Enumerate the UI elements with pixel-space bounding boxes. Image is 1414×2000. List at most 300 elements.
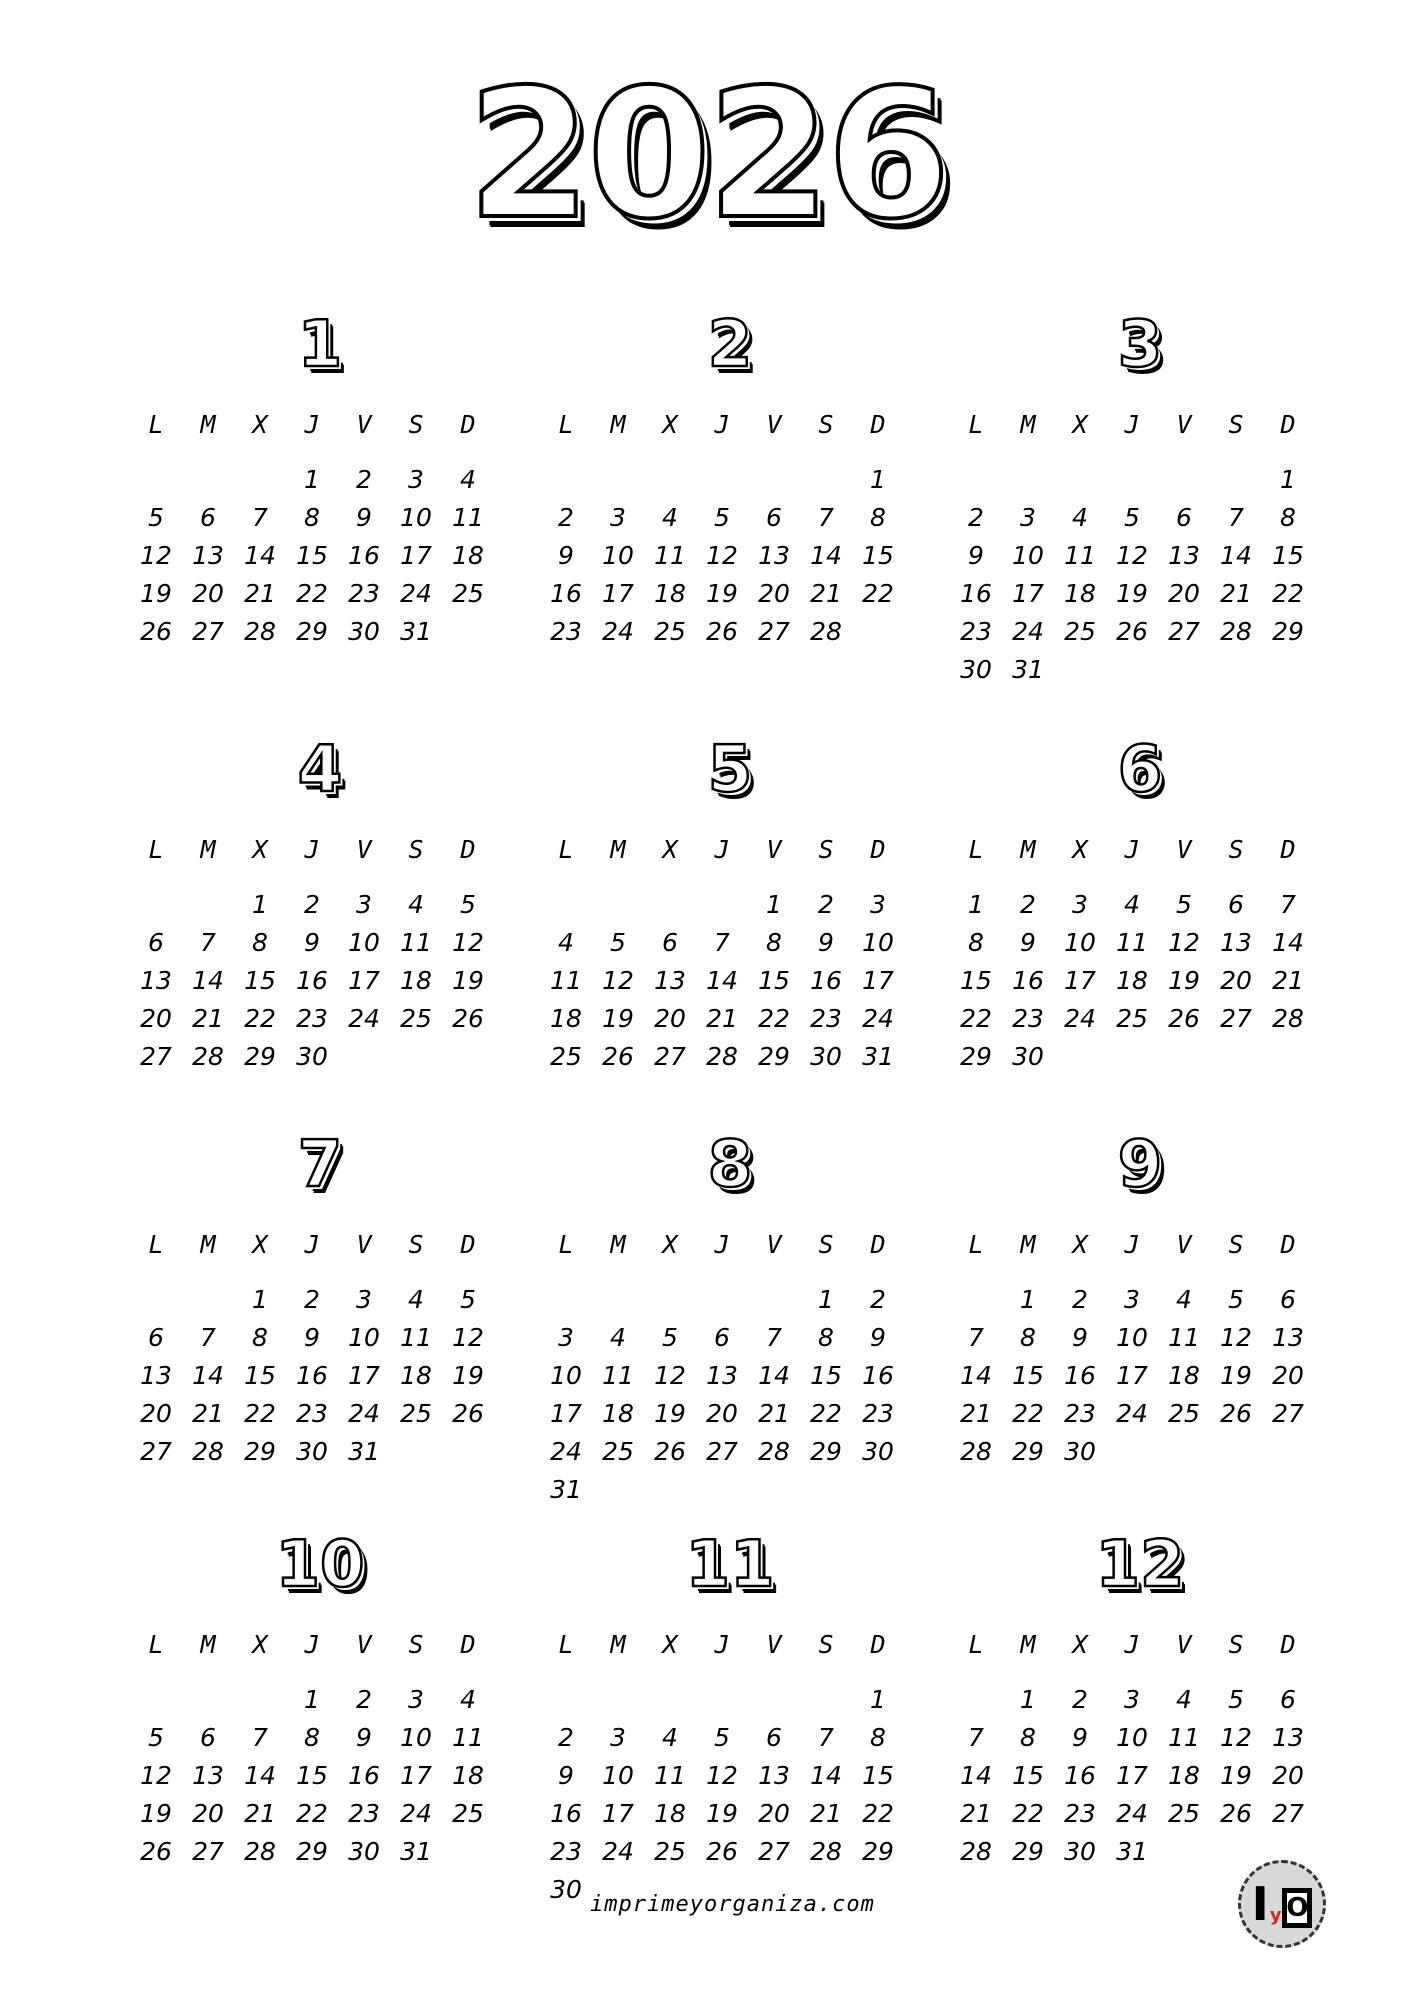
day-cell: 13 — [192, 541, 224, 570]
day-cell: 3 — [356, 890, 372, 919]
day-cell: 3 — [356, 1285, 372, 1314]
day-cell: 5 — [662, 1323, 678, 1352]
day-cell: 2 — [356, 465, 372, 494]
day-cell: 22 — [1012, 1799, 1044, 1828]
day-cell: 25 — [1168, 1799, 1200, 1828]
day-cell: 27 — [1168, 617, 1200, 646]
day-cell: 21 — [244, 579, 276, 608]
day-cell: 12 — [140, 541, 172, 570]
day-cell: 28 — [192, 1437, 224, 1466]
weekday-label: V — [766, 835, 782, 864]
day-cell: 27 — [654, 1042, 686, 1071]
day-cell: 25 — [1064, 617, 1096, 646]
day-cell: 6 — [200, 1723, 216, 1752]
day-cell: 27 — [758, 1837, 790, 1866]
weekday-label: V — [356, 1630, 372, 1659]
month-number-text: 9 — [1117, 1128, 1163, 1202]
day-cell: 24 — [348, 1004, 380, 1033]
day-cell: 6 — [1280, 1685, 1296, 1714]
day-cell: 9 — [304, 1323, 320, 1352]
day-cell: 8 — [968, 928, 984, 957]
day-cell: 28 — [1220, 617, 1252, 646]
month-number — [950, 1520, 1330, 1610]
day-cell: 14 — [960, 1761, 992, 1790]
day-cell: 6 — [766, 1723, 782, 1752]
month-number-text: 12 — [1095, 1528, 1185, 1602]
day-cell: 23 — [296, 1004, 328, 1033]
empty-day-cell — [1158, 655, 1210, 693]
week-row — [130, 1323, 510, 1361]
month-number — [950, 1120, 1330, 1210]
empty-day-cell — [1054, 655, 1106, 693]
day-cell: 30 — [1012, 1042, 1044, 1071]
month-number-text: 4 — [297, 733, 343, 807]
weekday-label: J — [1124, 410, 1140, 439]
weekday-label: S — [1228, 835, 1244, 864]
day-cell: 28 — [244, 1837, 276, 1866]
day-cell: 4 — [662, 1723, 678, 1752]
weekday-label: M — [1020, 1230, 1036, 1259]
day-cell: 29 — [960, 1042, 992, 1071]
day-cell: 28 — [706, 1042, 738, 1071]
day-cell: 8 — [1020, 1323, 1036, 1352]
weekday-label: J — [714, 1230, 730, 1259]
day-cell: 25 — [400, 1399, 432, 1428]
day-cell: 26 — [1116, 617, 1148, 646]
week-row — [540, 1761, 920, 1799]
week-row — [950, 503, 1330, 541]
day-cell: 16 — [1064, 1361, 1096, 1390]
day-cell: 20 — [706, 1399, 738, 1428]
weekday-label: L — [968, 835, 984, 864]
day-cell: 16 — [550, 579, 582, 608]
week-row — [540, 503, 920, 541]
weekday-label: D — [1280, 1630, 1296, 1659]
weekday-label: M — [610, 1630, 626, 1659]
day-cell: 16 — [862, 1361, 894, 1390]
week-row — [130, 1437, 510, 1475]
day-cell: 18 — [400, 1361, 432, 1390]
weekday-header — [540, 835, 920, 864]
day-cell: 25 — [1168, 1399, 1200, 1428]
day-cell: 17 — [550, 1399, 582, 1428]
week-row — [540, 928, 920, 966]
day-cell: 30 — [1064, 1437, 1096, 1466]
day-cell: 14 — [192, 966, 224, 995]
week-row — [540, 890, 920, 928]
day-cell: 20 — [1220, 966, 1252, 995]
day-cell: 23 — [960, 617, 992, 646]
brand-logo — [1238, 1860, 1326, 1948]
day-cell: 4 — [1176, 1685, 1192, 1714]
day-cell: 21 — [960, 1799, 992, 1828]
week-row — [950, 1323, 1330, 1361]
day-cell: 3 — [870, 890, 886, 919]
empty-day-cell — [592, 890, 644, 928]
empty-day-cell — [592, 1285, 644, 1323]
day-cell: 6 — [1228, 890, 1244, 919]
day-cell: 17 — [1012, 579, 1044, 608]
day-cell: 25 — [452, 579, 484, 608]
weekday-label: M — [200, 835, 216, 864]
day-cell: 21 — [192, 1399, 224, 1428]
day-cell: 23 — [810, 1004, 842, 1033]
day-cell: 9 — [558, 541, 574, 570]
empty-day-cell — [338, 1042, 390, 1080]
week-row — [950, 966, 1330, 1004]
day-cell: 14 — [706, 966, 738, 995]
weekday-header — [540, 1630, 920, 1659]
day-cell: 30 — [296, 1042, 328, 1071]
empty-day-cell — [592, 465, 644, 503]
weekday-label: S — [1228, 1630, 1244, 1659]
day-cell: 5 — [1176, 890, 1192, 919]
weekday-label: D — [870, 410, 886, 439]
weekday-label: J — [714, 835, 730, 864]
weekday-header — [130, 1630, 510, 1659]
day-cell: 2 — [558, 1723, 574, 1752]
day-cell: 22 — [758, 1004, 790, 1033]
weekday-label: D — [460, 835, 476, 864]
day-cell: 10 — [550, 1361, 582, 1390]
empty-day-cell — [644, 890, 696, 928]
day-cell: 14 — [1272, 928, 1304, 957]
day-cell: 15 — [296, 1761, 328, 1790]
day-cell: 31 — [400, 1837, 432, 1866]
day-cell: 30 — [296, 1437, 328, 1466]
week-row — [540, 1042, 920, 1080]
weekday-label: V — [766, 1230, 782, 1259]
week-row — [130, 1399, 510, 1437]
day-cell: 22 — [810, 1399, 842, 1428]
day-cell: 2 — [870, 1285, 886, 1314]
day-cell: 16 — [296, 966, 328, 995]
week-row — [950, 890, 1330, 928]
day-cell: 10 — [862, 928, 894, 957]
day-cell: 22 — [244, 1004, 276, 1033]
day-cell: 24 — [400, 579, 432, 608]
weekday-label: X — [662, 1630, 678, 1659]
day-cell: 1 — [252, 1285, 268, 1314]
day-cell: 9 — [818, 928, 834, 957]
day-cell: 20 — [1272, 1761, 1304, 1790]
weekday-label: V — [356, 410, 372, 439]
day-cell: 11 — [1064, 541, 1096, 570]
day-cell: 13 — [654, 966, 686, 995]
day-cell: 29 — [244, 1437, 276, 1466]
day-cell: 27 — [1272, 1799, 1304, 1828]
brand-logo-mark — [1251, 1877, 1312, 1931]
day-cell: 21 — [758, 1399, 790, 1428]
day-cell: 6 — [1280, 1285, 1296, 1314]
day-cell: 23 — [550, 617, 582, 646]
day-cell: 29 — [758, 1042, 790, 1071]
day-cell: 14 — [244, 1761, 276, 1790]
day-cell: 14 — [1220, 541, 1252, 570]
empty-day-cell — [1106, 655, 1158, 693]
day-cell: 4 — [408, 1285, 424, 1314]
day-cell: 14 — [758, 1361, 790, 1390]
week-row — [950, 928, 1330, 966]
empty-day-cell — [182, 1685, 234, 1723]
day-cell: 16 — [296, 1361, 328, 1390]
day-cell: 24 — [1116, 1399, 1148, 1428]
day-cell: 19 — [1220, 1361, 1252, 1390]
weekday-label: V — [1176, 835, 1192, 864]
weekday-label: X — [252, 1230, 268, 1259]
empty-day-cell — [1106, 1042, 1158, 1080]
day-cell: 29 — [1272, 617, 1304, 646]
weekday-label: S — [818, 1630, 834, 1659]
empty-day-cell — [442, 1837, 494, 1875]
empty-day-cell — [696, 890, 748, 928]
day-cell: 24 — [602, 1837, 634, 1866]
day-cell: 27 — [140, 1437, 172, 1466]
weekday-label: D — [1280, 835, 1296, 864]
day-cell: 31 — [348, 1437, 380, 1466]
weekday-label: M — [200, 1630, 216, 1659]
week-row — [130, 1837, 510, 1875]
day-cell: 1 — [766, 890, 782, 919]
day-cell: 7 — [1228, 503, 1244, 532]
weekday-label: L — [558, 1230, 574, 1259]
day-cell: 19 — [706, 579, 738, 608]
day-cell: 5 — [610, 928, 626, 957]
weekday-label: D — [870, 1230, 886, 1259]
day-cell: 15 — [244, 966, 276, 995]
empty-day-cell — [442, 617, 494, 655]
week-row — [130, 465, 510, 503]
empty-day-cell — [234, 465, 286, 503]
week-row — [540, 1361, 920, 1399]
day-cell: 2 — [304, 890, 320, 919]
day-cell: 13 — [140, 966, 172, 995]
empty-day-cell — [182, 465, 234, 503]
day-cell: 12 — [706, 1761, 738, 1790]
year-title-text: 2026 — [467, 51, 947, 258]
day-cell: 2 — [304, 1285, 320, 1314]
empty-day-cell — [442, 1437, 494, 1475]
week-row — [130, 1361, 510, 1399]
weekday-label: L — [558, 1630, 574, 1659]
empty-day-cell — [800, 1475, 852, 1513]
day-cell: 29 — [244, 1042, 276, 1071]
day-cell: 4 — [558, 928, 574, 957]
day-cell: 19 — [1168, 966, 1200, 995]
weekday-label: S — [818, 410, 834, 439]
logo-letter-o: O — [1286, 1893, 1309, 1923]
weekday-label: L — [148, 410, 164, 439]
day-cell: 12 — [654, 1361, 686, 1390]
day-cell: 17 — [400, 1761, 432, 1790]
day-cell: 9 — [870, 1323, 886, 1352]
day-cell: 4 — [460, 1685, 476, 1714]
day-cell: 23 — [1064, 1399, 1096, 1428]
empty-day-cell — [1262, 1042, 1314, 1080]
logo-letter-y: y — [1269, 1905, 1282, 1926]
day-cell: 9 — [1072, 1323, 1088, 1352]
day-cell: 22 — [296, 1799, 328, 1828]
empty-day-cell — [950, 465, 1002, 503]
weekday-header — [540, 410, 920, 439]
day-cell: 19 — [452, 966, 484, 995]
month-number-text: 8 — [707, 1128, 753, 1202]
day-cell: 22 — [1012, 1399, 1044, 1428]
week-row — [950, 1004, 1330, 1042]
day-cell: 20 — [192, 579, 224, 608]
weekday-label: J — [304, 1630, 320, 1659]
empty-day-cell — [644, 1475, 696, 1513]
empty-day-cell — [1262, 1437, 1314, 1475]
weekday-header — [130, 1230, 510, 1259]
day-cell: 14 — [960, 1361, 992, 1390]
weekday-label: L — [968, 1630, 984, 1659]
day-cell: 26 — [1168, 1004, 1200, 1033]
day-cell: 29 — [296, 617, 328, 646]
day-cell: 27 — [1272, 1399, 1304, 1428]
weekday-label: X — [1072, 835, 1088, 864]
week-row — [130, 1761, 510, 1799]
day-cell: 18 — [1116, 966, 1148, 995]
month-number — [130, 1520, 510, 1610]
empty-day-cell — [1106, 465, 1158, 503]
day-cell: 23 — [348, 1799, 380, 1828]
day-cell: 3 — [558, 1323, 574, 1352]
day-cell: 18 — [550, 1004, 582, 1033]
day-cell: 8 — [304, 503, 320, 532]
day-cell: 22 — [960, 1004, 992, 1033]
day-cell: 26 — [1220, 1799, 1252, 1828]
day-cell: 13 — [1168, 541, 1200, 570]
empty-day-cell — [390, 1042, 442, 1080]
week-row — [130, 1285, 510, 1323]
day-cell: 8 — [1020, 1723, 1036, 1752]
weekday-label: X — [252, 835, 268, 864]
day-cell: 13 — [1272, 1723, 1304, 1752]
weekday-label: S — [818, 835, 834, 864]
day-cell: 20 — [758, 579, 790, 608]
week-row — [950, 1799, 1330, 1837]
month-number — [130, 725, 510, 815]
day-cell: 6 — [714, 1323, 730, 1352]
week-row — [950, 1361, 1330, 1399]
empty-day-cell — [130, 1285, 182, 1323]
empty-day-cell — [644, 1285, 696, 1323]
day-cell: 10 — [1012, 541, 1044, 570]
day-cell: 8 — [870, 1723, 886, 1752]
day-cell: 4 — [408, 890, 424, 919]
week-row — [540, 617, 920, 655]
day-cell: 24 — [862, 1004, 894, 1033]
day-cell: 2 — [1072, 1685, 1088, 1714]
day-cell: 1 — [304, 1685, 320, 1714]
weekday-label: X — [252, 410, 268, 439]
day-cell: 28 — [758, 1437, 790, 1466]
day-cell: 2 — [818, 890, 834, 919]
week-row — [540, 1285, 920, 1323]
day-cell: 21 — [706, 1004, 738, 1033]
day-cell: 28 — [810, 617, 842, 646]
day-cell: 5 — [714, 1723, 730, 1752]
week-row — [540, 1323, 920, 1361]
day-cell: 25 — [654, 1837, 686, 1866]
day-cell: 18 — [654, 1799, 686, 1828]
month-number — [950, 725, 1330, 815]
day-cell: 22 — [862, 579, 894, 608]
empty-day-cell — [1210, 655, 1262, 693]
day-cell: 24 — [602, 617, 634, 646]
day-cell: 8 — [870, 503, 886, 532]
month-number-text: 11 — [685, 1528, 775, 1602]
empty-day-cell — [1210, 1437, 1262, 1475]
day-cell: 7 — [818, 1723, 834, 1752]
day-cell: 27 — [192, 617, 224, 646]
empty-day-cell — [748, 1685, 800, 1723]
empty-day-cell — [852, 617, 904, 655]
weekday-label: X — [1072, 1630, 1088, 1659]
day-cell: 24 — [1012, 617, 1044, 646]
week-row — [540, 579, 920, 617]
day-cell: 26 — [654, 1437, 686, 1466]
month-number-text: 7 — [297, 1128, 343, 1202]
day-cell: 3 — [1124, 1685, 1140, 1714]
day-cell: 12 — [452, 928, 484, 957]
day-cell: 18 — [452, 1761, 484, 1790]
week-row — [950, 465, 1330, 503]
day-cell: 5 — [1228, 1285, 1244, 1314]
day-cell: 7 — [200, 1323, 216, 1352]
day-cell: 31 — [1116, 1837, 1148, 1866]
day-cell: 23 — [296, 1399, 328, 1428]
weekday-label: V — [356, 1230, 372, 1259]
weekday-label: L — [148, 835, 164, 864]
day-cell: 29 — [296, 1837, 328, 1866]
weekday-header — [950, 410, 1330, 439]
day-cell: 21 — [244, 1799, 276, 1828]
weekday-label: V — [766, 1630, 782, 1659]
day-cell: 26 — [452, 1004, 484, 1033]
day-cell: 21 — [960, 1399, 992, 1428]
week-row — [130, 966, 510, 1004]
weekday-header — [130, 835, 510, 864]
month-number — [950, 300, 1330, 390]
day-cell: 13 — [1220, 928, 1252, 957]
empty-day-cell — [748, 1285, 800, 1323]
month-number-text: 5 — [707, 733, 753, 807]
empty-day-cell — [696, 1685, 748, 1723]
day-cell: 10 — [602, 541, 634, 570]
day-cell: 26 — [706, 1837, 738, 1866]
day-cell: 30 — [348, 617, 380, 646]
empty-day-cell — [748, 465, 800, 503]
day-cell: 12 — [1220, 1323, 1252, 1352]
weekday-label: S — [818, 1230, 834, 1259]
weekday-label: J — [304, 835, 320, 864]
weekday-label: L — [558, 835, 574, 864]
week-row — [950, 1042, 1330, 1080]
week-row — [950, 617, 1330, 655]
empty-day-cell — [130, 890, 182, 928]
day-cell: 28 — [810, 1837, 842, 1866]
day-cell: 12 — [706, 541, 738, 570]
weekday-label: M — [610, 1230, 626, 1259]
day-cell: 28 — [960, 1437, 992, 1466]
day-cell: 12 — [1116, 541, 1148, 570]
weekday-label: X — [662, 835, 678, 864]
day-cell: 8 — [304, 1723, 320, 1752]
weekday-label: S — [408, 835, 424, 864]
weekday-label: L — [968, 410, 984, 439]
